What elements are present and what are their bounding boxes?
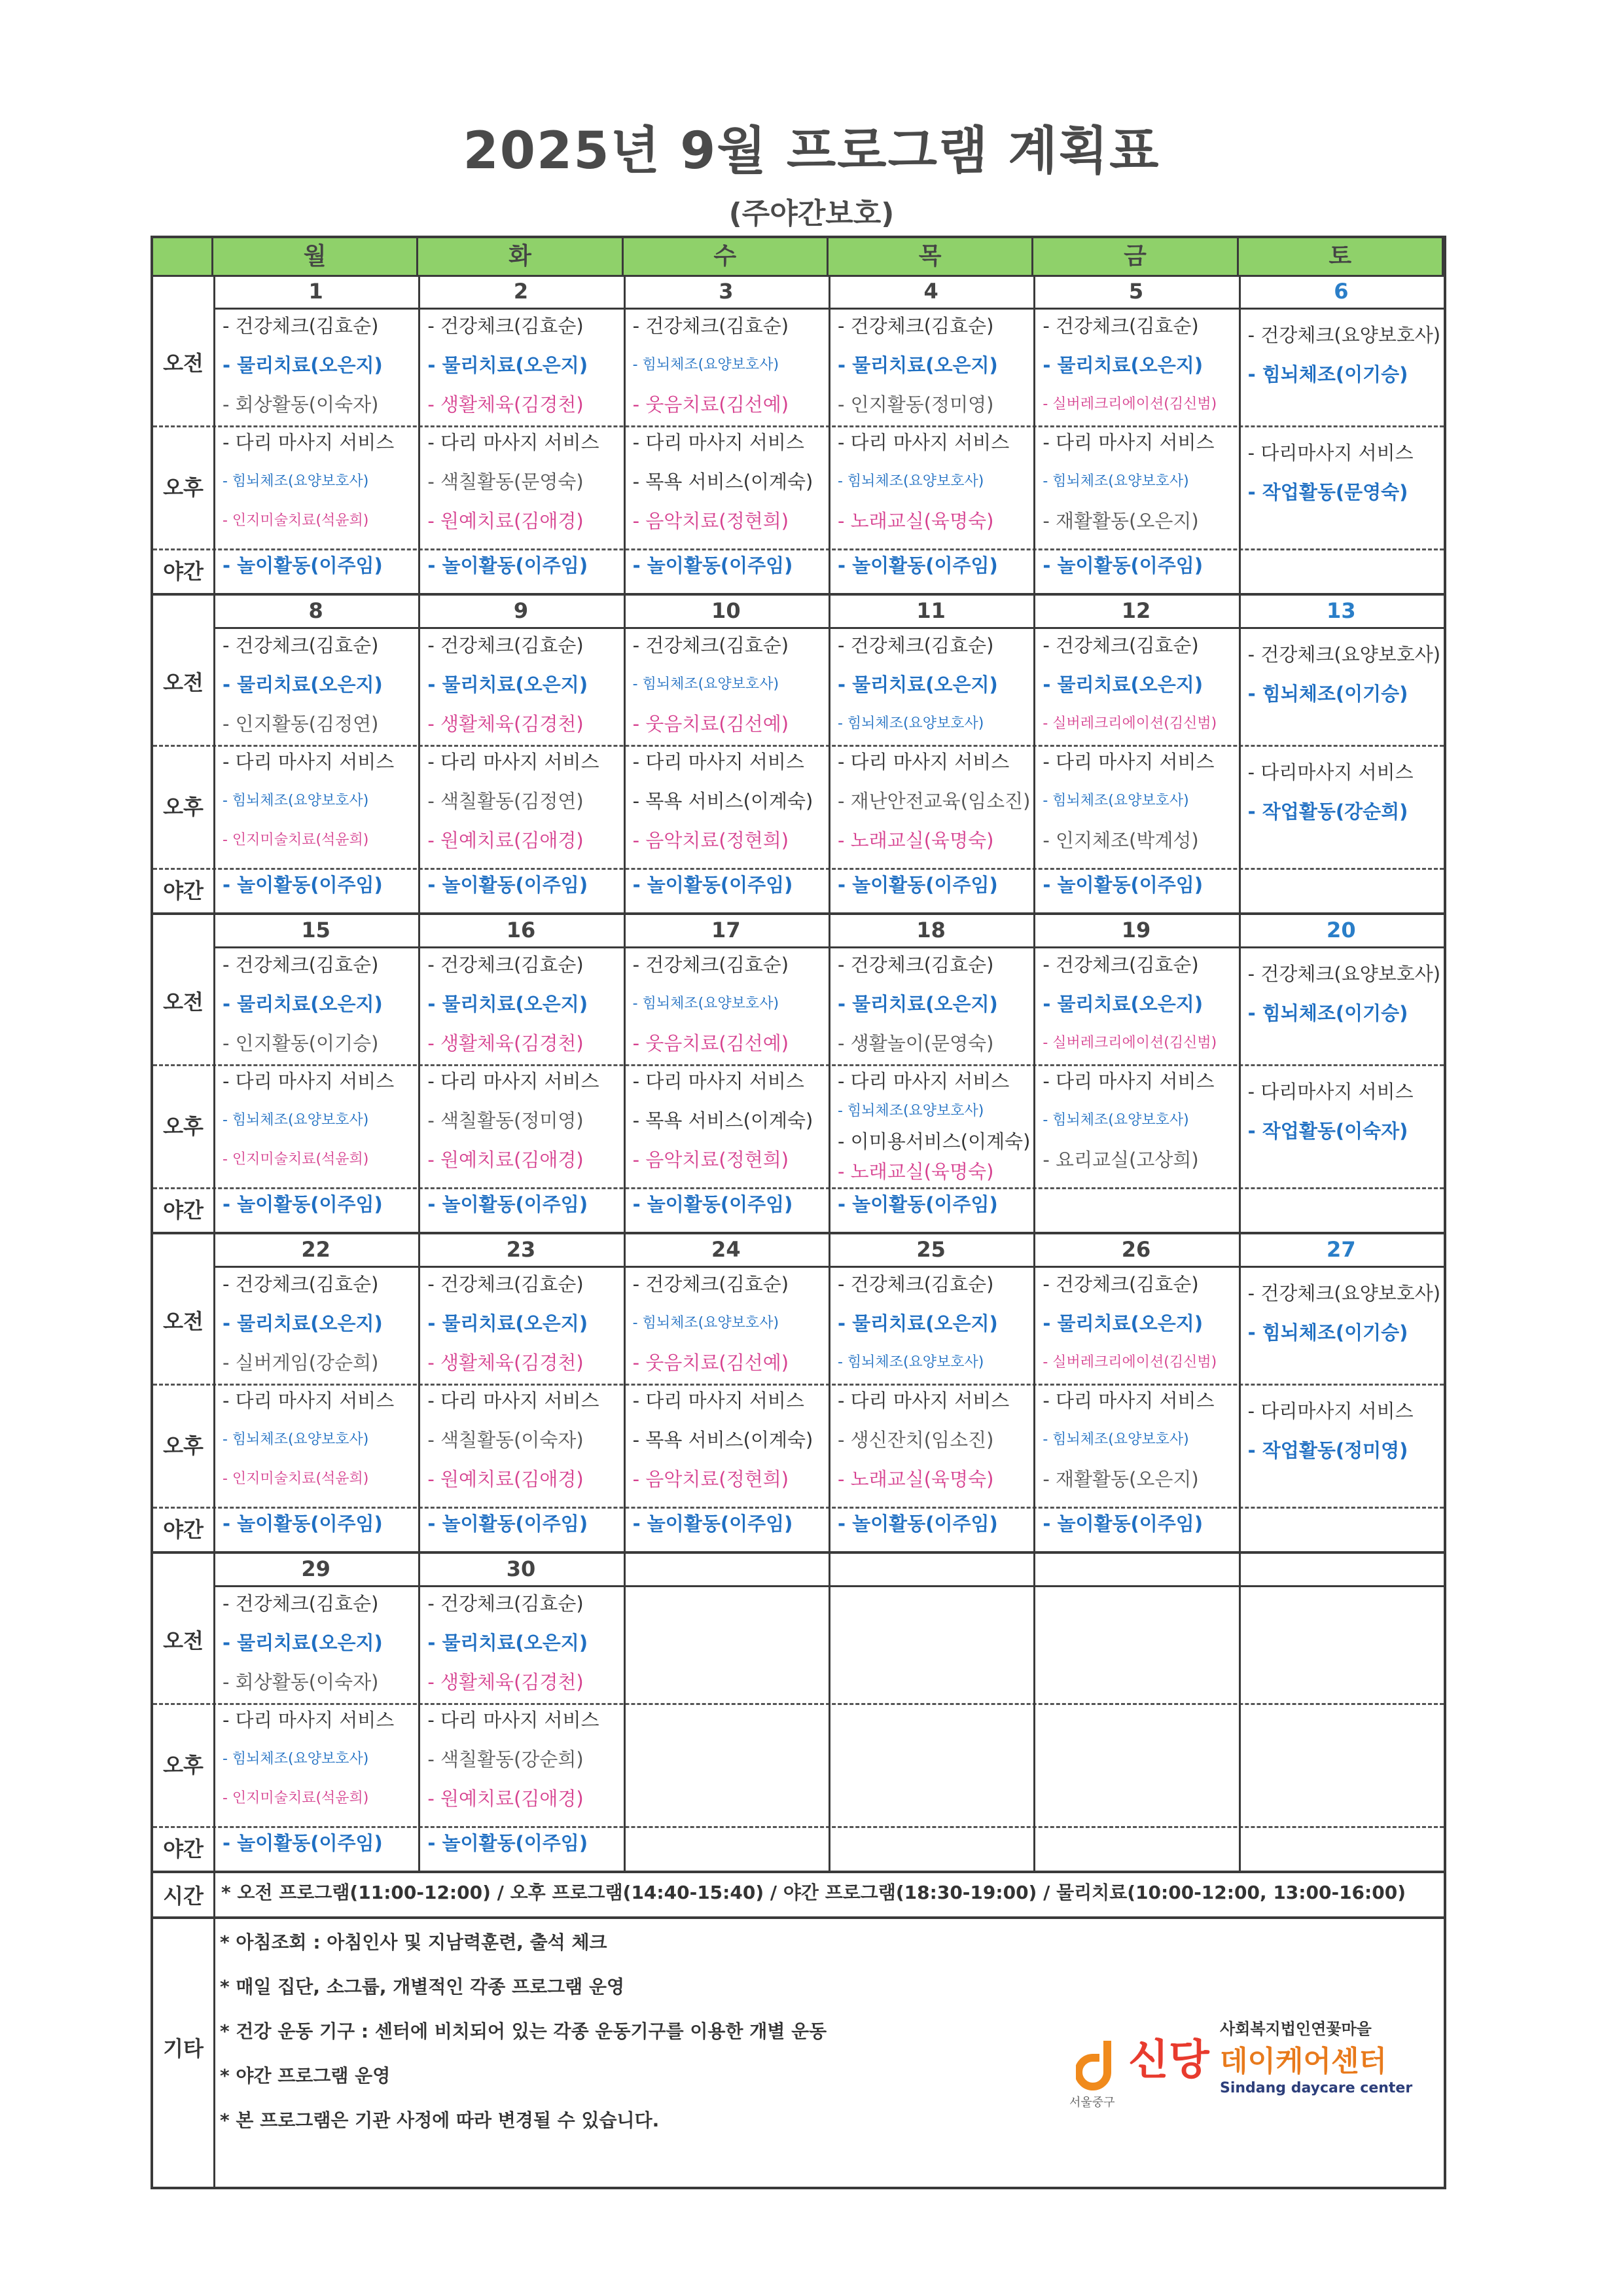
schedule-table — [151, 236, 1446, 2189]
column-line — [418, 275, 420, 594]
program-item: - 인지미술치료(석윤희) — [223, 1471, 369, 1487]
program-item: - 웃음치료(김선예) — [632, 1032, 789, 1054]
program-item: - 힘뇌체조(이기승) — [1247, 683, 1408, 705]
program-item: - 놀이활동(이주임) — [632, 1513, 793, 1535]
program-item: - 건강체크(김효순) — [838, 315, 994, 337]
program-item: - 물리치료(오은지) — [838, 1312, 998, 1335]
program-item: - 힘뇌체조(요양보호사) — [1043, 473, 1189, 490]
center-logo — [1063, 2016, 1429, 2127]
program-item: - 인지미술치료(석윤희) — [223, 1151, 369, 1168]
program-item: - 물리치료(오은지) — [838, 993, 998, 1015]
day-number: 13 — [1327, 598, 1356, 623]
program-item: - 음악치료(정현희) — [632, 829, 789, 852]
program-item: - 다리마사지 서비스 — [1247, 1400, 1414, 1422]
program-item: - 다리 마사지 서비스 — [223, 431, 395, 454]
day-number: 1 — [308, 279, 323, 304]
program-item: - 놀이활동(이주임) — [1043, 554, 1204, 577]
program-item: - 실버레크리에이션(김신범) — [1043, 1035, 1217, 1051]
weekday-header-1: 화 — [418, 238, 623, 275]
day-number: 16 — [506, 918, 536, 942]
program-item: - 힘뇌체조(요양보호사) — [223, 1112, 369, 1128]
program-item: - 물리치료(오은지) — [223, 993, 383, 1015]
program-item: - 재난안전교육(임소진) — [838, 790, 1031, 812]
day-number — [1239, 1552, 1444, 1585]
program-item: - 다리 마사지 서비스 — [223, 1709, 395, 1731]
etc-line: * 건강 운동 기구 : 센터에 비치되어 있는 각종 운동기구를 이용한 개별 운동 — [220, 2020, 827, 2042]
program-item: - 힘뇌체조(이기승) — [1247, 1321, 1408, 1344]
program-item: - 다리 마사지 서비스 — [427, 431, 599, 454]
program-item: - 재활활동(오은지) — [1043, 510, 1199, 532]
program-item: - 노래교실(육명숙) — [838, 829, 994, 852]
time-row-top — [153, 1871, 1444, 1873]
column-line — [829, 914, 830, 1233]
program-item: - 물리치료(오은지) — [427, 993, 588, 1015]
program-item: - 건강체크(김효순) — [838, 1273, 994, 1295]
program-item: - 다리 마사지 서비스 — [427, 1390, 599, 1412]
program-item: - 물리치료(오은지) — [427, 354, 588, 376]
program-item: - 다리 마사지 서비스 — [427, 1709, 599, 1731]
program-item: - 건강체크(김효순) — [632, 954, 789, 976]
etc-line: * 아침조회 : 아침인사 및 지남력훈련, 출석 체크 — [220, 1931, 607, 1953]
logo-region: 서울중구 — [1069, 2096, 1115, 2109]
program-item: - 힘뇌체조(요양보호사) — [838, 1103, 984, 1119]
program-item: - 다리 마사지 서비스 — [1043, 1390, 1215, 1412]
program-item: - 힘뇌체조(요양보호사) — [838, 473, 984, 490]
column-line — [1033, 914, 1035, 1233]
program-item: - 다리 마사지 서비스 — [223, 1390, 395, 1412]
day-number: 25 — [916, 1237, 946, 1262]
program-item: - 목욕 서비스(이계숙) — [632, 1429, 813, 1451]
program-item: - 원예치료(김애경) — [427, 829, 584, 852]
program-item: - 놀이활동(이주임) — [223, 1832, 383, 1854]
program-item: - 회상활동(이숙자) — [223, 1671, 379, 1693]
column-line — [624, 1233, 626, 1552]
program-item: - 건강체크(김효순) — [838, 954, 994, 976]
day-number: 26 — [1121, 1237, 1151, 1262]
column-line — [213, 1233, 215, 1552]
column-line — [829, 1552, 830, 1872]
day-number: 23 — [506, 1237, 536, 1262]
label-am: 오전 — [163, 670, 204, 695]
program-item: - 다리 마사지 서비스 — [632, 751, 804, 773]
column-line — [1239, 1233, 1241, 1552]
label-pm: 오후 — [163, 1114, 204, 1139]
column-line — [829, 275, 830, 594]
program-item: - 원예치료(김애경) — [427, 1468, 584, 1490]
column-line — [624, 914, 626, 1233]
am-pm-divider — [153, 425, 1444, 427]
program-item: - 생활놀이(문영숙) — [838, 1032, 994, 1054]
program-item: - 놀이활동(이주임) — [838, 1193, 998, 1215]
program-item: - 힘뇌체조(요양보호사) — [838, 715, 984, 732]
column-line — [624, 275, 626, 594]
day-number: 19 — [1121, 918, 1151, 942]
program-item: - 놀이활동(이주임) — [223, 554, 383, 577]
weekday-header-3: 목 — [829, 238, 1033, 275]
column-line — [418, 594, 420, 914]
program-item: - 건강체크(김효순) — [223, 315, 379, 337]
column-line — [213, 275, 215, 594]
program-item: - 힘뇌체조(요양보호사) — [223, 473, 369, 490]
program-item: - 놀이활동(이주임) — [223, 1193, 383, 1215]
program-item: - 음악치료(정현희) — [632, 510, 789, 532]
program-item: - 생활체육(김경천) — [427, 713, 584, 735]
program-item: - 인지활동(정미영) — [838, 393, 994, 416]
program-item: - 다리 마사지 서비스 — [1043, 1070, 1215, 1092]
label-pm: 오후 — [163, 1753, 204, 1778]
program-item: - 작업활동(이숙자) — [1247, 1120, 1408, 1142]
program-item: - 실버레크리에이션(김신범) — [1043, 396, 1217, 412]
program-item: - 인지체조(박계성) — [1043, 829, 1199, 852]
am-pm-divider — [153, 1384, 1444, 1386]
program-item: - 실버레크리에이션(김신범) — [1043, 715, 1217, 732]
program-item: - 힘뇌체조(요양보호사) — [632, 1315, 779, 1331]
program-item: - 물리치료(오은지) — [1043, 673, 1204, 696]
program-item: - 놀이활동(이주임) — [1043, 1513, 1204, 1535]
day-number: 17 — [711, 918, 741, 942]
program-item: - 물리치료(오은지) — [838, 673, 998, 696]
label-am: 오전 — [163, 351, 204, 376]
program-item: - 건강체크(요양보호사) — [1247, 963, 1441, 985]
program-item: - 색칠활동(강순희) — [427, 1748, 584, 1770]
program-item: - 색칠활동(김정연) — [427, 790, 584, 812]
program-item: - 요리교실(고상희) — [1043, 1149, 1199, 1171]
program-item: - 색칠활동(이숙자) — [427, 1429, 584, 1451]
pm-night-divider — [153, 1187, 1444, 1189]
program-item: - 놀이활동(이주임) — [427, 874, 588, 896]
program-item: - 건강체크(김효순) — [1043, 634, 1199, 656]
program-item: - 다리 마사지 서비스 — [632, 1390, 804, 1412]
label-night: 야간 — [163, 1517, 204, 1542]
program-item: - 힘뇌체조(요양보호사) — [632, 996, 779, 1012]
label-night: 야간 — [163, 1198, 204, 1223]
label-am: 오전 — [163, 990, 204, 1014]
day-number: 10 — [711, 598, 741, 623]
program-item: - 물리치료(오은지) — [223, 1632, 383, 1654]
program-item: - 힘뇌체조(요양보호사) — [1043, 1431, 1189, 1448]
program-item: - 다리 마사지 서비스 — [427, 1070, 599, 1092]
day-number: 2 — [513, 279, 529, 304]
column-line — [1033, 1552, 1035, 1872]
column-line — [1239, 914, 1241, 1233]
program-item: - 건강체크(김효순) — [1043, 315, 1199, 337]
column-line — [213, 594, 215, 914]
program-item: - 건강체크(김효순) — [223, 634, 379, 656]
program-item: - 놀이활동(이주임) — [838, 874, 998, 896]
program-item: - 인지미술치료(석윤희) — [223, 832, 369, 848]
program-item: - 힘뇌체조(요양보호사) — [223, 793, 369, 809]
program-item: - 생활체육(김경천) — [427, 1352, 584, 1374]
pm-night-divider — [153, 1826, 1444, 1828]
program-item: - 물리치료(오은지) — [427, 673, 588, 696]
program-item: - 물리치료(오은지) — [223, 354, 383, 376]
program-item: - 건강체크(김효순) — [427, 1273, 584, 1295]
day-number: 24 — [711, 1237, 741, 1262]
etc-line: * 본 프로그램은 기관 사정에 따라 변경될 수 있습니다. — [220, 2109, 660, 2131]
program-item: - 힘뇌체조(요양보호사) — [632, 676, 779, 692]
program-item: - 다리 마사지 서비스 — [632, 1070, 804, 1092]
program-item: - 노래교실(육명숙) — [838, 510, 994, 532]
program-item: - 놀이활동(이주임) — [223, 1513, 383, 1535]
program-item: - 다리마사지 서비스 — [1247, 1081, 1414, 1103]
logo-name-rest: 데이케어센터 — [1220, 2045, 1387, 2078]
label-pm: 오후 — [163, 795, 204, 819]
label-time: 시간 — [163, 1884, 204, 1909]
pm-night-divider — [153, 868, 1444, 870]
program-item: - 물리치료(오은지) — [223, 1312, 383, 1335]
column-line — [213, 914, 215, 1233]
program-item: - 음악치료(정현희) — [632, 1468, 789, 1490]
program-item: - 놀이활동(이주임) — [427, 1513, 588, 1535]
program-item: - 목욕 서비스(이계숙) — [632, 471, 813, 493]
program-item: - 다리 마사지 서비스 — [223, 751, 395, 773]
program-item: - 생활체육(김경천) — [427, 393, 584, 416]
program-item: - 건강체크(김효순) — [223, 1273, 379, 1295]
column-line — [1033, 594, 1035, 914]
program-item: - 놀이활동(이주임) — [632, 874, 793, 896]
program-item: - 노래교실(육명숙) — [838, 1160, 994, 1183]
day-number: 5 — [1128, 279, 1144, 304]
program-item: - 작업활동(강순희) — [1247, 800, 1408, 823]
program-item: - 색칠활동(문영숙) — [427, 471, 584, 493]
etc-row-top — [153, 1916, 1444, 1919]
program-item: - 놀이활동(이주임) — [223, 874, 383, 896]
column-line — [624, 594, 626, 914]
program-item: - 힘뇌체조(요양보호사) — [838, 1354, 984, 1371]
day-number: 6 — [1334, 279, 1349, 304]
program-item: - 놀이활동(이주임) — [838, 554, 998, 577]
pm-night-divider — [153, 548, 1444, 550]
program-item: - 실버게임(강순희) — [223, 1352, 379, 1374]
column-line — [624, 1552, 626, 1872]
program-item: - 놀이활동(이주임) — [632, 1193, 793, 1215]
day-number — [1033, 1552, 1238, 1585]
day-number: 22 — [301, 1237, 330, 1262]
program-item: - 생활체육(김경천) — [427, 1671, 584, 1693]
label-etc: 기타 — [163, 2036, 204, 2061]
column-line — [213, 1552, 215, 1872]
pm-night-divider — [153, 1507, 1444, 1509]
program-item: - 다리 마사지 서비스 — [1043, 751, 1215, 773]
day-number: 11 — [916, 598, 946, 623]
day-number — [624, 1552, 829, 1585]
program-item: - 원예치료(김애경) — [427, 510, 584, 532]
program-item: - 물리치료(오은지) — [1043, 354, 1204, 376]
program-item: - 건강체크(김효순) — [632, 1273, 789, 1295]
program-item: - 건강체크(김효순) — [223, 954, 379, 976]
program-item: - 힘뇌체조(이기승) — [1247, 1002, 1408, 1024]
page-subtitle: (주야간보호) — [728, 197, 895, 230]
column-line — [418, 914, 420, 1233]
label-am: 오전 — [163, 1309, 204, 1334]
program-item: - 건강체크(김효순) — [427, 954, 584, 976]
weekday-header-0: 월 — [213, 238, 418, 275]
program-item: - 다리 마사지 서비스 — [632, 431, 804, 454]
weekday-header-5: 토 — [1239, 238, 1444, 275]
program-item: - 놀이활동(이주임) — [1043, 874, 1204, 896]
program-item: - 회상활동(이숙자) — [223, 393, 379, 416]
program-item: - 힘뇌체조(요양보호사) — [223, 1431, 369, 1448]
column-line — [1239, 275, 1241, 594]
program-item: - 생신잔치(임소진) — [838, 1429, 994, 1451]
program-item: - 건강체크(김효순) — [427, 634, 584, 656]
column-line — [1239, 594, 1241, 914]
header-corner — [153, 238, 213, 275]
program-item: - 작업활동(문영숙) — [1247, 481, 1408, 503]
program-item: - 목욕 서비스(이계숙) — [632, 1109, 813, 1132]
day-number: 3 — [719, 279, 734, 304]
day-number: 15 — [301, 918, 330, 942]
program-item: - 원예치료(김애경) — [427, 1149, 584, 1171]
label-am: 오전 — [163, 1628, 204, 1653]
program-item: - 재활활동(오은지) — [1043, 1468, 1199, 1490]
day-number: 8 — [308, 598, 323, 623]
day-number — [829, 1552, 1033, 1585]
am-pm-divider — [153, 1064, 1444, 1066]
program-item: - 다리 마사지 서비스 — [223, 1070, 395, 1092]
program-item: - 건강체크(김효순) — [223, 1592, 379, 1615]
day-number: 9 — [513, 598, 529, 623]
column-line — [829, 1233, 830, 1552]
program-item: - 놀이활동(이주임) — [427, 1832, 588, 1854]
program-item: - 노래교실(육명숙) — [838, 1468, 994, 1490]
day-number: 29 — [301, 1556, 330, 1581]
weekday-header-2: 수 — [624, 238, 829, 275]
logo-org-name: 사회복지법인연꽃마을 — [1220, 2020, 1372, 2038]
weekday-header-4: 금 — [1033, 238, 1238, 275]
program-item: - 건강체크(김효순) — [1043, 1273, 1199, 1295]
program-item: - 건강체크(김효순) — [427, 315, 584, 337]
program-item: - 다리마사지 서비스 — [1247, 761, 1414, 783]
program-item: - 힘뇌체조(요양보호사) — [1043, 1112, 1189, 1128]
program-item: - 놀이활동(이주임) — [632, 554, 793, 577]
am-pm-divider — [153, 745, 1444, 747]
program-item: - 음악치료(정현희) — [632, 1149, 789, 1171]
time-side-line — [213, 1872, 215, 2187]
program-item: - 물리치료(오은지) — [427, 1312, 588, 1335]
program-item: - 인지미술치료(석윤희) — [223, 512, 369, 529]
day-number: 27 — [1327, 1237, 1356, 1262]
program-item: - 건강체크(요양보호사) — [1247, 1282, 1441, 1304]
page-title: 2025년 9월 프로그램 계획표 — [463, 122, 1160, 181]
time-info: * 오전 프로그램(11:00-12:00) / 오후 프로그램(14:40-15:40) / 야간 프로그램(18:30-19:00) / 물리치료(10:00-12:00, 13:00-16:00) — [221, 1882, 1406, 1903]
program-item: - 힘뇌체조(이기승) — [1247, 363, 1408, 386]
label-pm: 오후 — [163, 475, 204, 500]
program-item: - 다리마사지 서비스 — [1247, 442, 1414, 464]
program-item: - 인지활동(김정연) — [223, 713, 379, 735]
program-item: - 건강체크(요양보호사) — [1247, 643, 1441, 666]
program-item: - 원예치료(김애경) — [427, 1787, 584, 1810]
program-item: - 웃음치료(김선예) — [632, 1352, 789, 1374]
am-pm-divider — [153, 1703, 1444, 1705]
label-pm: 오후 — [163, 1433, 204, 1458]
column-line — [1033, 1233, 1035, 1552]
label-night: 야간 — [163, 1837, 204, 1861]
program-item: - 물리치료(오은지) — [427, 1632, 588, 1654]
program-item: - 인지미술치료(석윤희) — [223, 1790, 369, 1806]
program-item: - 건강체크(김효순) — [632, 315, 789, 337]
program-item: - 실버레크리에이션(김신범) — [1043, 1354, 1217, 1371]
day-number: 12 — [1121, 598, 1151, 623]
program-item: - 웃음치료(김선예) — [632, 713, 789, 735]
etc-line: * 매일 집단, 소그룹, 개별적인 각종 프로그램 운영 — [220, 1976, 625, 1998]
program-item: - 물리치료(오은지) — [1043, 993, 1204, 1015]
column-line — [418, 1552, 420, 1872]
label-night: 야간 — [163, 559, 204, 584]
column-line — [1033, 275, 1035, 594]
program-item: - 건강체크(김효순) — [427, 1592, 584, 1615]
logo-mark-icon — [1076, 2039, 1118, 2092]
column-line — [418, 1233, 420, 1552]
program-item: - 웃음치료(김선예) — [632, 393, 789, 416]
program-item: - 이미용서비스(이계숙) — [838, 1130, 1031, 1153]
program-item: - 물리치료(오은지) — [223, 673, 383, 696]
day-number: 18 — [916, 918, 946, 942]
program-item: - 다리 마사지 서비스 — [1043, 431, 1215, 454]
program-item: - 생활체육(김경천) — [427, 1032, 584, 1054]
logo-name-main: 신당 — [1128, 2036, 1209, 2085]
program-item: - 다리 마사지 서비스 — [838, 1070, 1010, 1092]
program-item: - 놀이활동(이주임) — [427, 1193, 588, 1215]
logo-english: Sindang daycare center — [1220, 2080, 1413, 2096]
program-item: - 건강체크(김효순) — [1043, 954, 1199, 976]
program-item: - 색칠활동(정미영) — [427, 1109, 584, 1132]
program-item: - 다리 마사지 서비스 — [427, 751, 599, 773]
program-item: - 놀이활동(이주임) — [838, 1513, 998, 1535]
program-item: - 건강체크(김효순) — [632, 634, 789, 656]
label-night: 야간 — [163, 878, 204, 903]
etc-line: * 야간 프로그램 운영 — [220, 2065, 391, 2087]
program-item: - 다리 마사지 서비스 — [838, 431, 1010, 454]
day-number: 20 — [1327, 918, 1356, 942]
program-item: - 다리 마사지 서비스 — [838, 1390, 1010, 1412]
day-number: 30 — [506, 1556, 536, 1581]
column-line — [1239, 1552, 1241, 1872]
program-item: - 건강체크(김효순) — [838, 634, 994, 656]
program-item: - 물리치료(오은지) — [838, 354, 998, 376]
program-item: - 다리 마사지 서비스 — [838, 751, 1010, 773]
program-item: - 작업활동(정미영) — [1247, 1439, 1408, 1462]
program-item: - 힘뇌체조(요양보호사) — [1043, 793, 1189, 809]
column-line — [829, 594, 830, 914]
day-number: 4 — [923, 279, 938, 304]
program-item: - 목욕 서비스(이계숙) — [632, 790, 813, 812]
program-item: - 건강체크(요양보호사) — [1247, 324, 1441, 346]
program-item: - 힘뇌체조(요양보호사) — [223, 1751, 369, 1767]
program-item: - 물리치료(오은지) — [1043, 1312, 1204, 1335]
program-item: - 인지활동(이기승) — [223, 1032, 379, 1054]
program-item: - 힘뇌체조(요양보호사) — [632, 357, 779, 373]
program-item: - 놀이활동(이주임) — [427, 554, 588, 577]
